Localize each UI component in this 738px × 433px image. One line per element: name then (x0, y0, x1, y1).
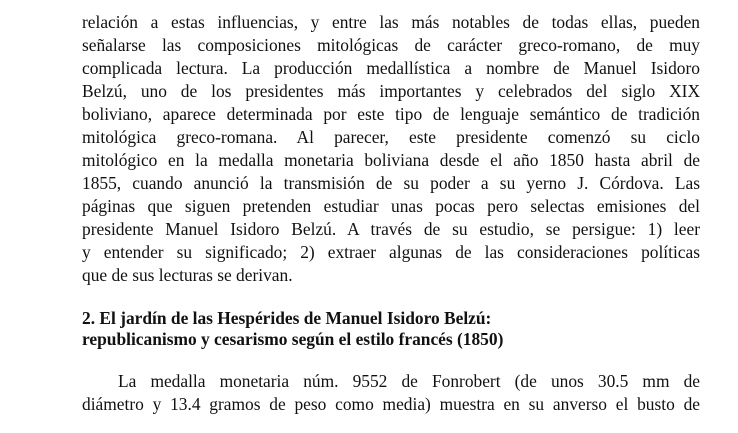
section-heading-line: 2. El jardín de las Hespérides de Manuel Isidoro Belzú: (82, 308, 492, 328)
paragraph-line: diámetro y 13.4 gramos de peso como media) muestra en su anverso el busto de (82, 394, 700, 414)
paragraph-line: mitológico en la medalla monetaria boliviana desde el año 1850 hasta abril de (82, 150, 700, 170)
paragraph-line: señalarse las composiciones mitológicas de carácter greco-romano, de muy (82, 35, 700, 55)
paragraph-line: 1855, cuando anunció la transmisión de su poder a su yerno J. Córdova. Las (82, 173, 700, 193)
paragraph-line: complicada lectura. La producción medallística a nombre de Manuel Isidoro (82, 58, 700, 78)
paragraph-line: presidente Manuel Isidoro Belzú. A través de su estudio, se persigue: 1) leer (82, 219, 700, 239)
section-heading-line: republicanismo y cesarismo según el estilo francés (1850) (82, 329, 504, 349)
paragraph-line: páginas que siguen pretenden estudiar unas pocas pero selectas emisiones del (82, 196, 700, 216)
paragraph-line: boliviano, aparece determinada por este tipo de lenguaje semántico de tradición (82, 104, 700, 124)
paragraph-line: y entender su significado; 2) extraer algunas de las consideraciones políticas (82, 242, 700, 262)
paragraph-line: La medalla monetaria núm. 9552 de Fonrobert (de unos 30.5 mm de (118, 371, 700, 391)
paragraph-line: mitológica greco-romana. Al parecer, este presidente comenzó su ciclo (82, 127, 700, 147)
paragraph-line: que de sus lecturas se derivan. (82, 265, 293, 285)
paragraph-line: relación a estas influencias, y entre las más notables de todas ellas, pueden (82, 12, 700, 32)
paragraph-line: Belzú, uno de los presidentes más importantes y celebrados del siglo XIX (82, 81, 700, 101)
